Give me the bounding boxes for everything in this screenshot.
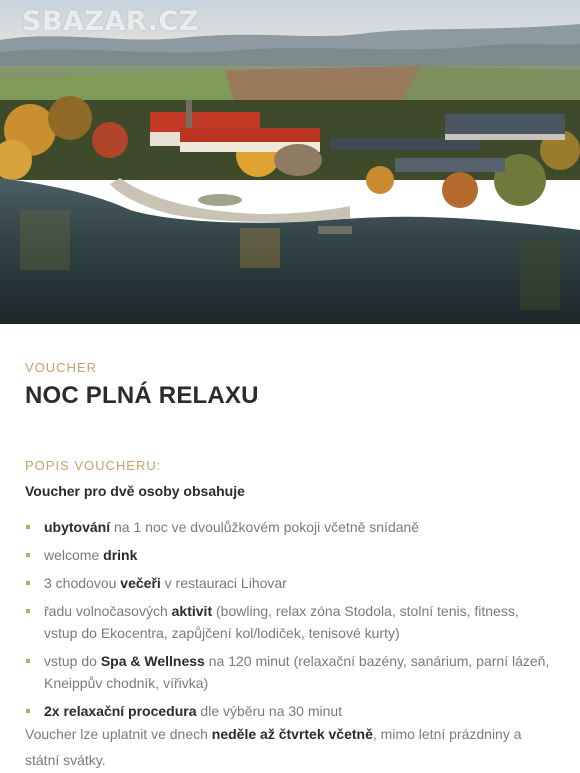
list-item: řadu volnočasových aktivit (bowling, relax zóna Stodola, stolní tenis, fitness, vstup do Ekocentra, zapůjčení kol/lodiček, tenisové kurty) (25, 600, 554, 644)
resort-aerial-image (0, 0, 580, 324)
hero-photo (0, 0, 580, 324)
voucher-label: VOUCHER (25, 360, 98, 375)
bullet-icon (26, 709, 30, 713)
bullet-icon (26, 609, 30, 613)
bullet-icon (26, 553, 30, 557)
feature-list (25, 516, 554, 722)
list-item: 2x relaxační procedura dle výběru na 30 minut (25, 700, 554, 722)
watermark-logo: SBAZAR.CZ (22, 6, 199, 37)
page-title: NOC PLNÁ RELAXU (25, 382, 259, 409)
bullet-icon (26, 525, 30, 529)
validity-note: Voucher lze uplatnit ve dnech neděle až čtvrtek včetně, mimo letní prázdniny a státní svátky. (25, 726, 522, 768)
bullet-icon (26, 581, 30, 585)
list-item: vstup do Spa & Wellness na 120 minut (relaxační bazény, sanárium, parní lázeň, Kneippův chodník, vířivka) (25, 650, 554, 694)
list-item: ubytování na 1 noc ve dvoulůžkovém pokoji včetně snídaně (25, 516, 554, 538)
voucher-description (0, 360, 580, 773)
section-label: POPIS VOUCHERU: (25, 458, 162, 473)
list-item: welcome drink (25, 544, 554, 566)
intro-text: Voucher pro dvě osoby obsahuje (25, 483, 245, 499)
list-item: 3 chodovou večeři v restauraci Lihovar (25, 572, 554, 594)
bullet-icon (26, 659, 30, 663)
